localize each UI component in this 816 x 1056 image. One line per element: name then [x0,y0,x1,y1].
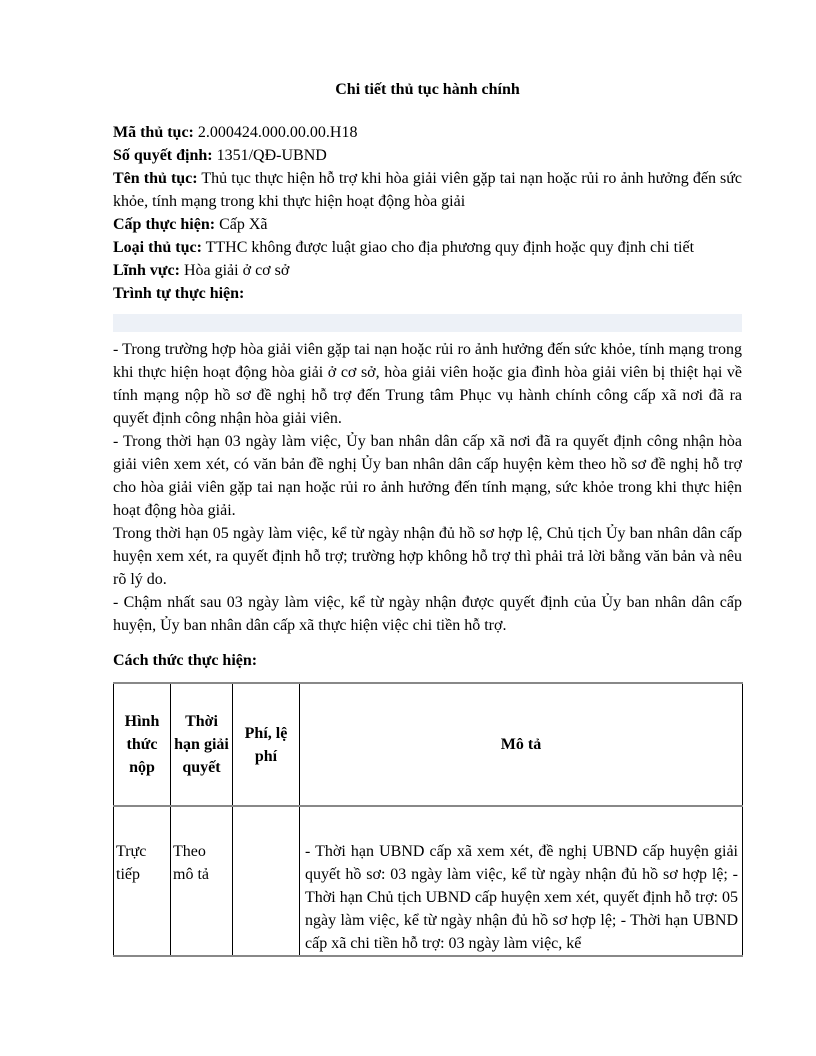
field-value: Cấp Xã [219,216,268,233]
procedure-paragraph: - Chậm nhất sau 03 ngày làm việc, kể từ ngày nhận được quyết định của Ủy ban nhân dân cấp huyện, Ủy ban nhân dân cấp xã thực hiện việc chi tiền hỗ trợ. [113,594,742,634]
field-value: 1351/QĐ-UBND [216,147,327,164]
field-value: 2.000424.000.00.00.H18 [197,124,358,141]
field-linh-vuc [113,259,742,282]
column-header-mo-ta: Mô tả [300,683,743,806]
section-heading-cach-thuc-thuc-hien: Cách thức thực hiện: [113,652,258,669]
field-loai-thu-tuc [113,236,742,259]
procedure-highlight-bar [113,314,742,332]
field-value: TTHC không được luật giao cho địa phương quy định hoặc quy định chi tiết [205,239,695,256]
procedure-text-block [113,338,742,637]
cell-submit-method: Trực tiếp [114,806,171,956]
field-so-quyet-dinh [113,144,742,167]
methods-table [113,682,743,957]
cell-time-limit: Theo mô tả [171,806,233,956]
field-label: Loại thủ tục: [113,239,202,256]
field-label: Cấp thực hiện: [113,216,216,233]
field-trinh-tu-thuc-hien [113,282,742,305]
table-row [114,806,743,956]
field-label: Tên thủ tục: [113,170,198,187]
fields-block [113,121,742,305]
procedure-paragraph: - Trong trường hợp hòa giải viên gặp tai nạn hoặc rủi ro ảnh hưởng đến sức khỏe, tính mạng trong khi thực hiện hoạt động hòa giải ở cơ sở, hòa giải viên hoặc gia đình hòa giải viên bị thiệt hại về tính mạng nộp hồ sơ đề nghị hỗ trợ đến Trung tâm Phục vụ hành chính công cấp xã nơi đã ra quyết định công nhận hòa giải viên. [113,341,742,427]
document-title: Chi tiết thủ tục hành chính [335,81,520,98]
methods-table-header-row [114,683,743,806]
cell-fee [233,806,300,956]
field-value: Hòa giải ở cơ sở [183,262,290,279]
field-label: Lĩnh vực: [113,262,180,279]
cell-description: - Thời hạn UBND cấp xã xem xét, đề nghị UBND cấp huyện giải quyết hồ sơ: 03 ngày làm việc, kể từ ngày nhận đủ hồ sơ hợp lệ; - Thời hạn Chủ tịch UBND cấp huyện xem xét, quyết định hỗ trợ: 05 ngày làm việc, kể từ ngày nhận đủ hồ sơ hợp lệ; - Thời hạn UBND cấp xã chi tiền hỗ trợ: 03 ngày làm việc, kể [300,806,743,956]
field-value: Thủ tục thực hiện hỗ trợ khi hòa giải viên gặp tai nạn hoặc rủi ro ảnh hưởng đến sức khỏe, tính mạng trong khi thực hiện hoạt động hòa giải [113,170,743,210]
procedure-paragraph: Trong thời hạn 05 ngày làm việc, kể từ ngày nhận đủ hồ sơ hợp lệ, Chủ tịch Ủy ban nhân dân cấp huyện xem xét, ra quyết định hỗ trợ; trường hợp không hỗ trợ thì phải trả lời bằng văn bản và nêu rõ lý do. [113,525,742,588]
procedure-paragraph: - Trong thời hạn 03 ngày làm việc, Ủy ban nhân dân cấp xã nơi đã ra quyết định công nhận hòa giải viên xem xét, có văn bản đề nghị Ủy ban nhân dân cấp huyện kèm theo hồ sơ đề nghị hỗ trợ cho hòa giải viên gặp tai nạn hoặc rủi ro ảnh hưởng đến tính mạng, sức khỏe trong khi thực hiện hoạt động hòa giải. [113,433,742,519]
field-ma-thu-tuc [113,121,742,144]
field-label: Mã thủ tục: [113,124,194,141]
field-ten-thu-tuc [113,167,742,213]
column-header-hinh-thuc-nop: Hình thức nộp [114,683,171,806]
column-header-phi-le-phi: Phí, lệ phí [233,683,300,806]
field-cap-thuc-hien [113,213,742,236]
field-label: Số quyết định: [113,147,213,164]
field-label: Trình tự thực hiện: [113,285,245,302]
column-header-thoi-han-giai-quyet: Thời hạn giải quyết [171,683,233,806]
